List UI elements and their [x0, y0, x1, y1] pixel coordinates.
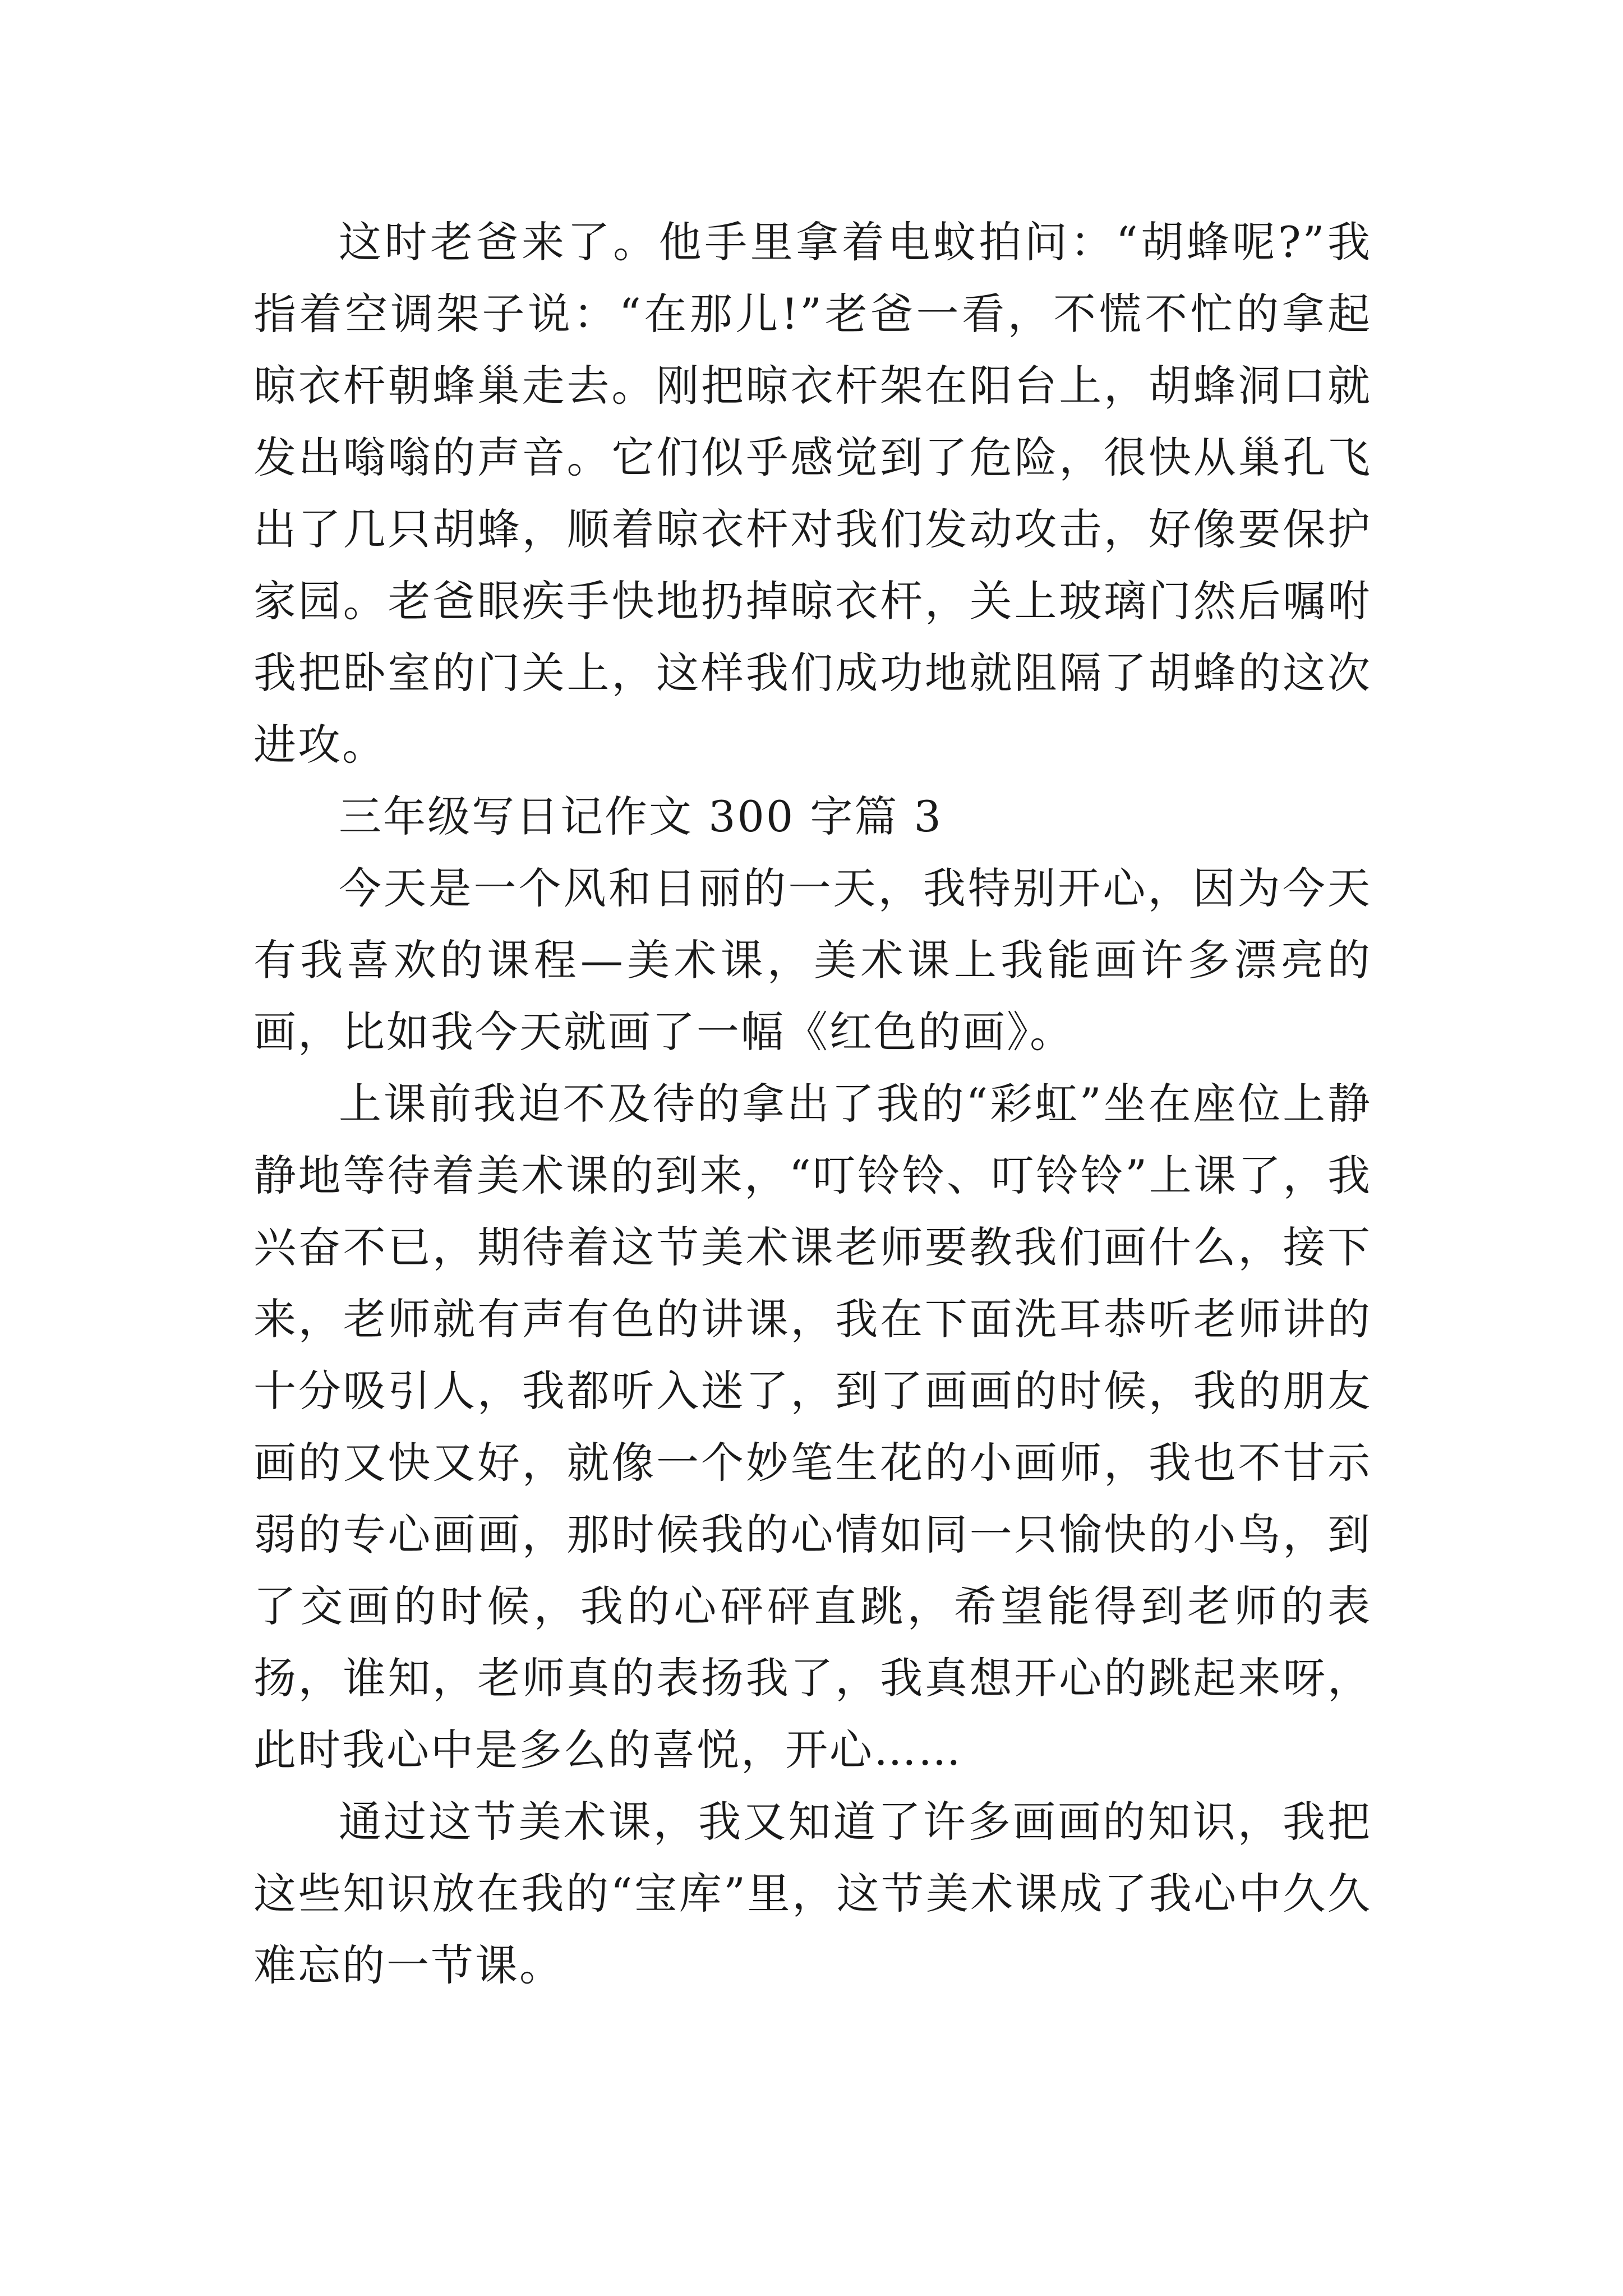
paragraph-art-class-conclusion: 通过这节美术课，我又知道了许多画画的知识，我把这些知识放在我的“宝库”里，这节美术课成了我心中久久难忘的一节课。: [253, 1797, 1372, 1990]
document-body: [253, 206, 1372, 2001]
paragraph-hornet: 这时老爸来了。他手里拿着电蚊拍问：“胡蜂呢?”我指着空调架子说：“在那儿!”老爸一看，不慌不忙的拿起晾衣杆朝蜂巢走去。刚把晾衣杆架在阳台上，胡蜂洞口就发出嗡嗡的声音。它们似乎感觉到了危险，很快从巢孔飞出了几只胡蜂，顺着晾衣杆对我们发动攻击，好像要保护家园。老爸眼疾手快地扔掉晾衣杆，关上玻璃门然后嘱咐我把卧室的门关上，这样我们成功地就阻隔了胡蜂的这次进攻。: [253, 217, 1372, 770]
paragraph-art-class-intro: 今天是一个风和日丽的一天，我特别开心，因为今天有我喜欢的课程—美术课，美术课上我能画许多漂亮的画，比如我今天就画了一幅《红色的画》。: [253, 863, 1372, 1057]
section-heading: 三年级写日记作文 300 字篇 3: [339, 792, 943, 841]
paragraph-art-class-story: 上课前我迫不及待的拿出了我的“彩虹”坐在座位上静静地等待着美术课的到来，“叮铃铃、叮铃铃”上课了，我兴奋不已，期待着这节美术课老师要教我们画什么，接下来，老师就有声有色的讲课，我在下面洗耳恭听老师讲的十分吸引人，我都听入迷了，到了画画的时候，我的朋友画的又快又好，就像一个妙笔生花的小画师，我也不甘示弱的专心画画，那时候我的心情如同一只愉快的小鸟，到了交画的时候，我的心砰砰直跳，希望能得到老师的表扬，谁知，老师真的表扬我了，我真想开心的跳起来呀，此时我心中是多么的喜悦，开心……: [253, 1079, 1372, 1775]
